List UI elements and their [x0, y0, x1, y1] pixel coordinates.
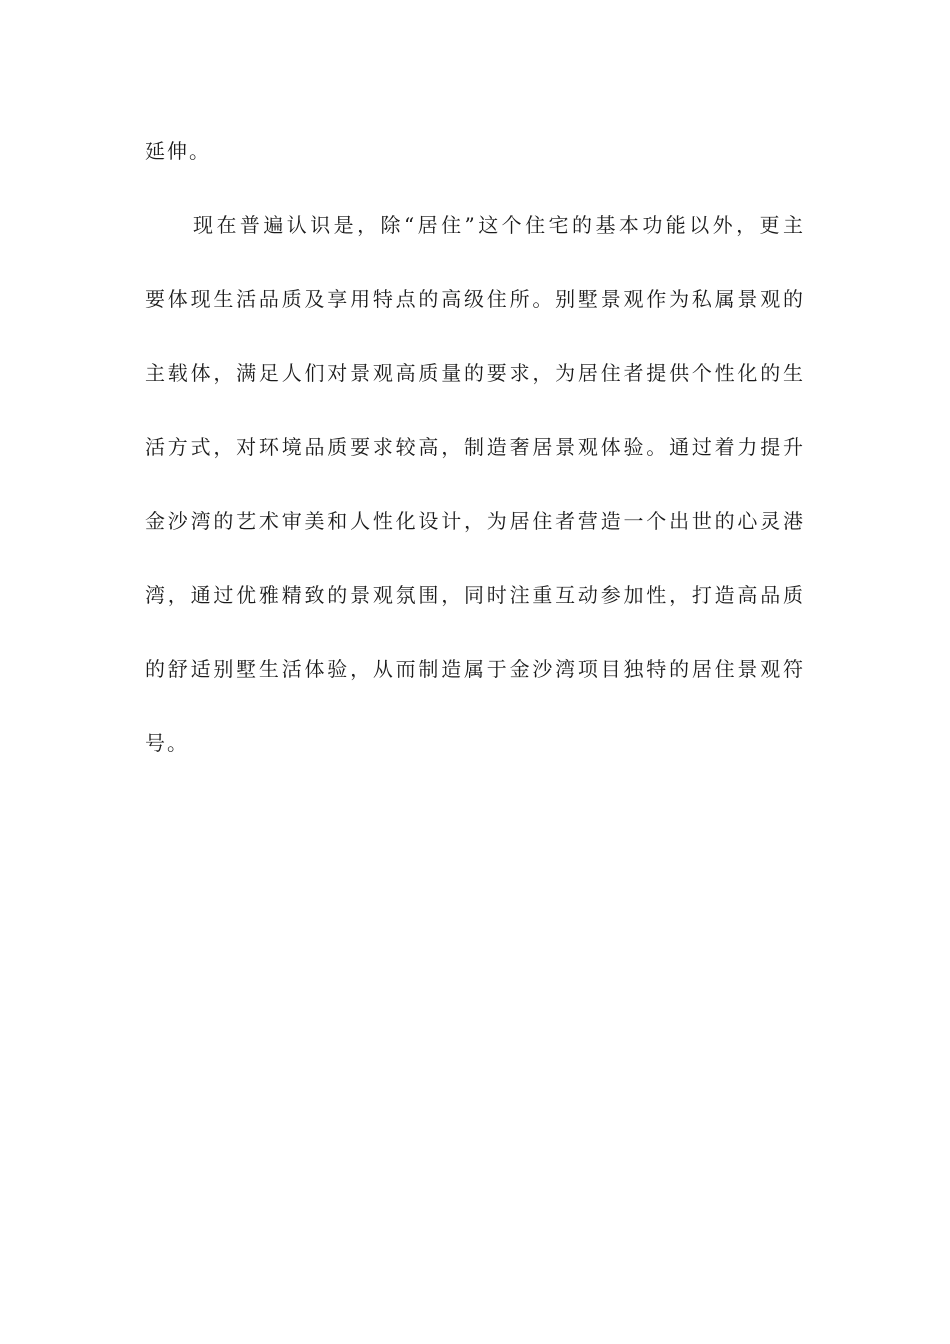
text-line: 现在普遍认识是，除“居住”这个住宅的基本功能以外，更主	[193, 213, 805, 237]
text-line: 主载体，满足人们对景观高质量的要求，为居住者提供个性化的生	[145, 361, 805, 385]
text-line: 号。	[145, 731, 189, 755]
text-line: 延伸。	[145, 139, 211, 163]
text-line: 金沙湾的艺术审美和人性化设计，为居住者营造一个出世的心灵港	[145, 509, 805, 533]
text-line: 湾，通过优雅精致的景观氛围，同时注重互动参加性，打造高品质	[145, 583, 805, 607]
text-line: 的舒适别墅生活体验，从而制造属于金沙湾项目独特的居住景观符	[145, 657, 805, 681]
text-line: 要体现生活品质及享用特点的高级住所。别墅景观作为私属景观的	[145, 287, 805, 311]
body-text	[145, 131, 805, 797]
text-line: 活方式，对环境品质要求较高，制造奢居景观体验。通过着力提升	[145, 435, 805, 459]
